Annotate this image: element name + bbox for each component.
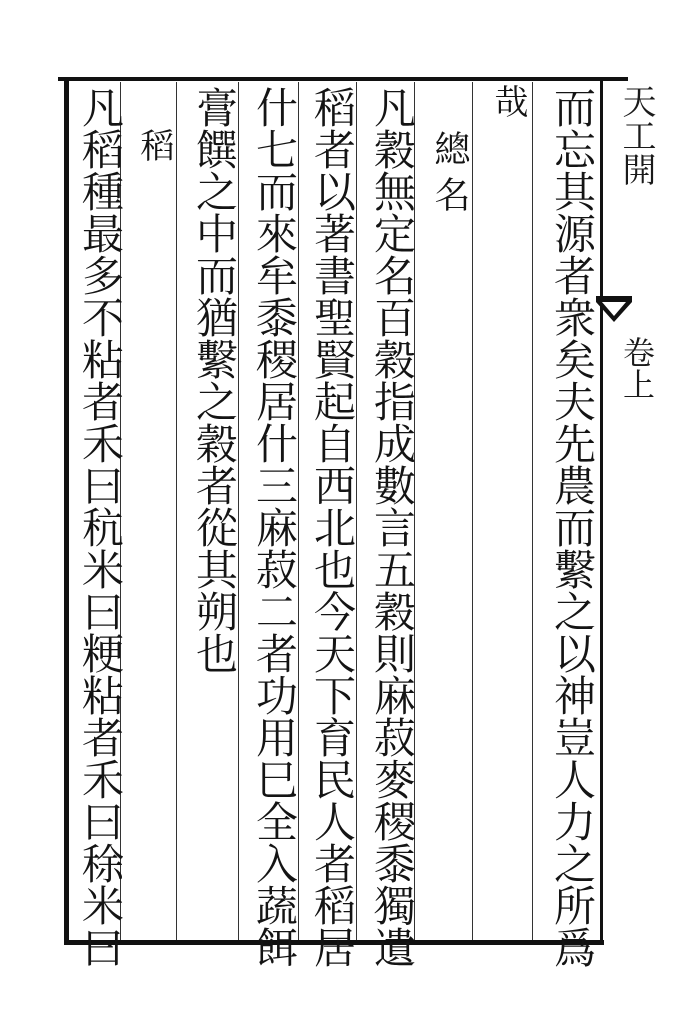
fishtail-mark-icon [594, 292, 634, 328]
frame-left-border [64, 77, 69, 945]
section-heading-general-names: 總名 [429, 130, 470, 222]
edge-volume-fragment: 卷上 [618, 336, 656, 400]
text-column-5: 稻者以著書聖賢起自西北也今天下育民人者稻居 [308, 86, 357, 968]
text-column-6: 什七而來牟黍稷居什三麻菽二者功用巳全入蔬餌 [250, 86, 299, 968]
text-column-4: 凡穀無定名百穀指成數言五穀則麻菽麥稷黍獨遺 [368, 86, 417, 968]
text-column-1: 而忘其源者衆矣夫先農而繫之以神豈人力之所爲 [548, 86, 597, 968]
text-column-7: 膏饌之中而猶繫之穀者從其朔也 [190, 86, 239, 674]
frame-right-border [600, 80, 603, 942]
text-column-9: 凡稻種最多不粘者禾曰秔米曰粳粘者禾曰稌米曰 [76, 86, 125, 968]
edge-title-fragment: 天工開 [616, 84, 656, 186]
frame-top-border [58, 77, 628, 81]
section-heading-rice: 稻 [134, 128, 174, 168]
text-column-2: 哉 [488, 84, 528, 124]
column-rule [532, 82, 533, 940]
column-rule [176, 82, 177, 940]
